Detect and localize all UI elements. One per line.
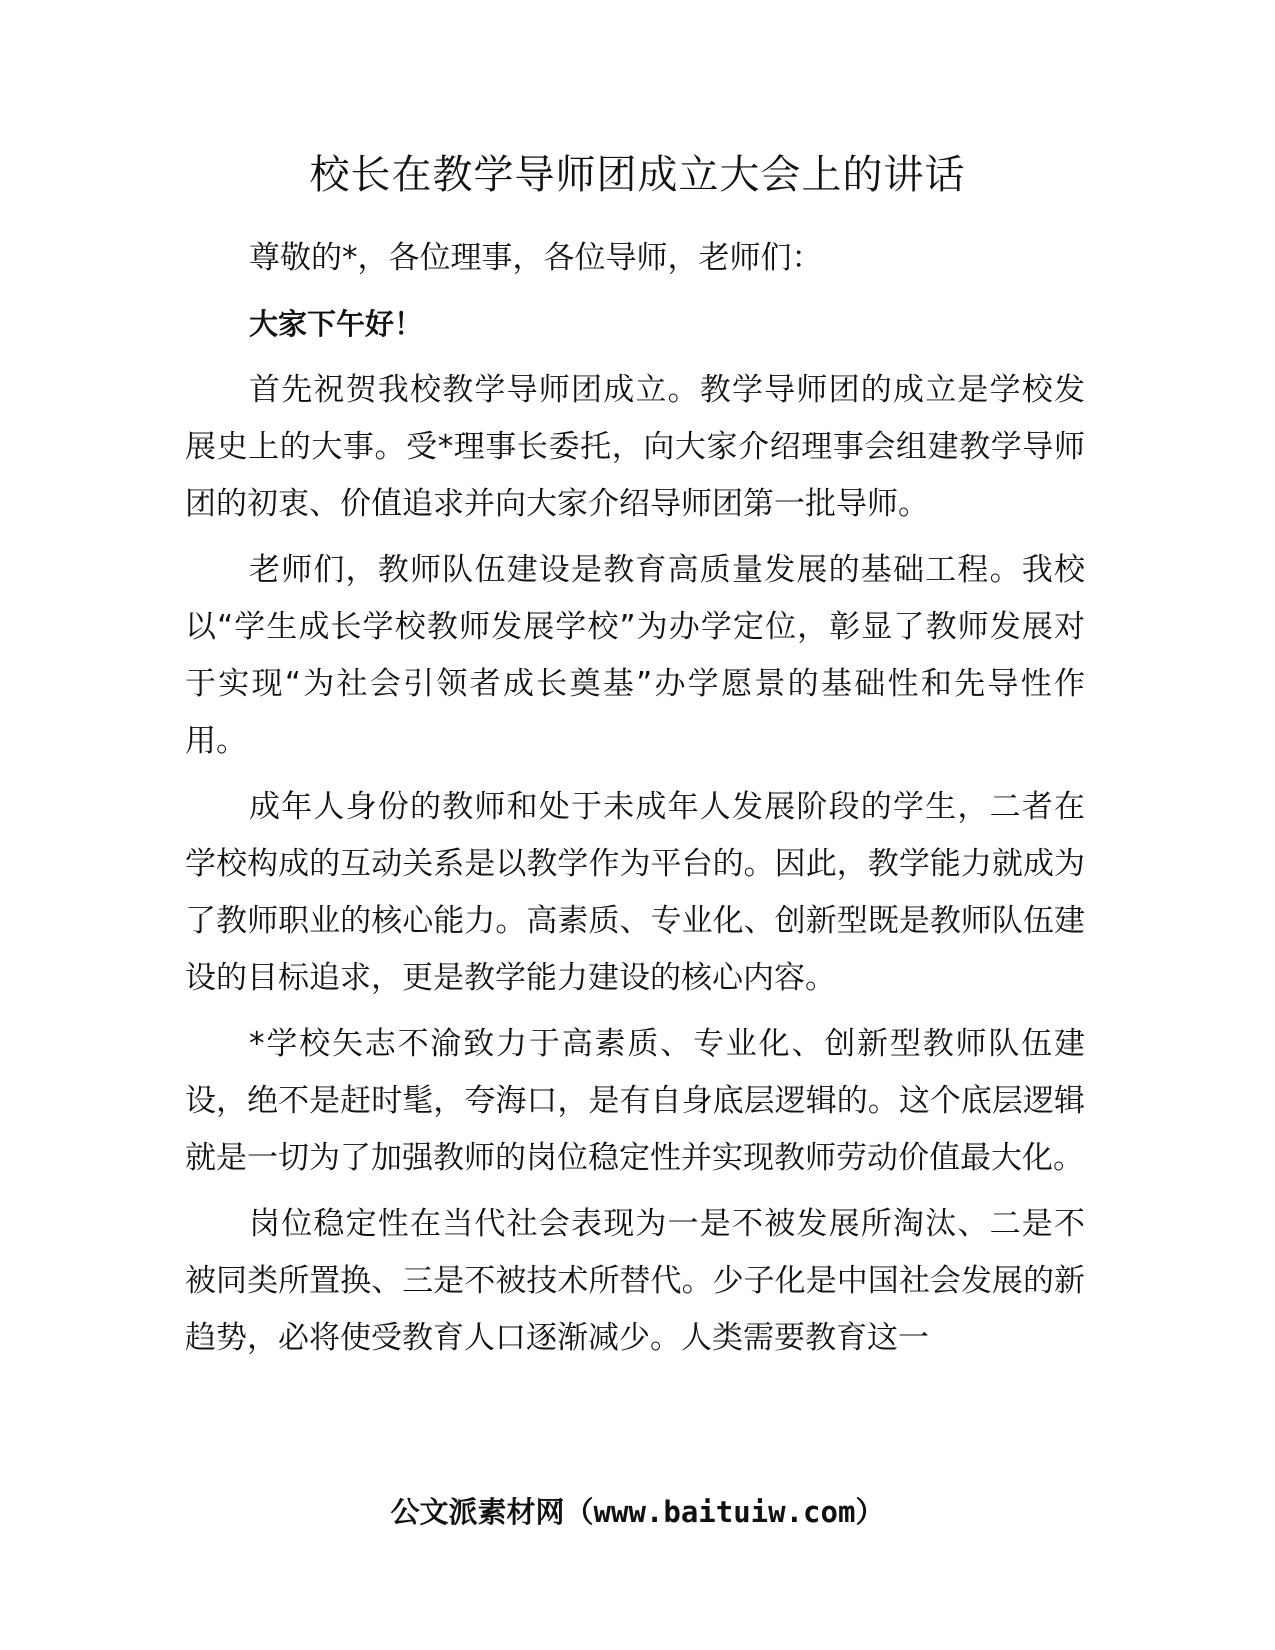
document-title: 校长在教学导师团成立大会上的讲话	[309, 152, 966, 198]
paragraph: *学校矢志不渝致力于高素质、专业化、创新型教师队伍建设，绝不是赶时髦，夸海口，是有自身底层逻辑的。这个底层逻辑就是一切为了加强教师的岗位稳定性并实现教师劳动价值最大化。	[185, 1026, 1085, 1176]
paragraph: 老师们，教师队伍建设是教育高质量发展的基础工程。我校以“学生成长学校教师发展学校”为办学定位，彰显了教师发展对于实现“为社会引领者成长奠基”办学愿景的基础性和先导性作用。	[185, 552, 1085, 759]
greeting: 大家下午好！	[249, 307, 424, 341]
paragraph: 成年人身份的教师和处于未成年人发展阶段的学生，二者在学校构成的互动关系是以教学作为平台的。因此，教学能力就成为了教师职业的核心能力。高素质、专业化、创新型既是教师队伍建设的目标追求，更是教学能力建设的核心内容。	[185, 789, 1085, 996]
paragraph: 首先祝贺我校教学导师团成立。教学导师团的成立是学校发展史上的大事。受*理事长委托，向大家介绍理事会组建教学导师团的初衷、价值追求并向大家介绍导师团第一批导师。	[185, 372, 1085, 522]
document-body	[185, 230, 1085, 1376]
footer-site-name: 公文派素材网	[390, 1495, 565, 1529]
footer-watermark	[0, 1492, 1275, 1532]
footer-url: （www.baituiw.com）	[564, 1495, 885, 1529]
salutation: 尊敬的*，各位理事，各位导师，老师们：	[249, 240, 823, 276]
paragraph: 岗位稳定性在当代社会表现为一是不被发展所淘汰、二是不被同类所置换、三是不被技术所替代。少子化是中国社会发展的新趋势，必将使受教育人口逐渐减少。人类需要教育这一	[185, 1206, 1085, 1356]
